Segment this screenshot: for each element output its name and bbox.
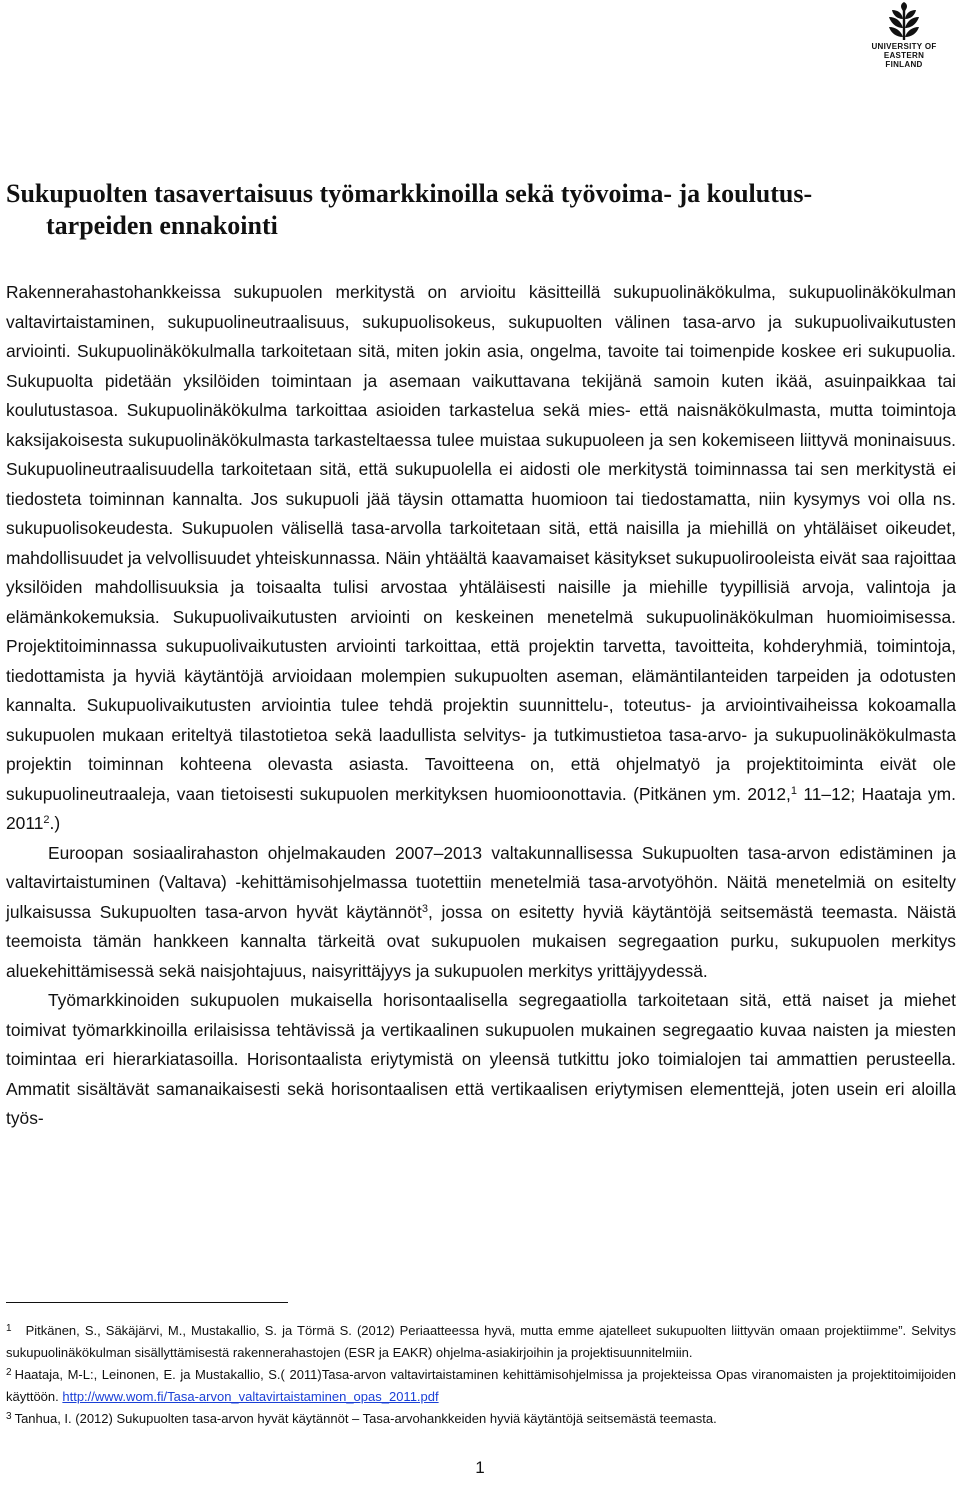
- footnote-1: [6, 1320, 956, 1364]
- paragraph-1: [6, 278, 956, 839]
- paragraph-2-text: Euroopan sosiaalirahaston ohjelmakauden 2007–2013 valtakunnallisessa Sukupuolten tasa-arvon edistäminen ja valtavirtaistuminen (Valtava) -kehittämisohjelmassa tuotettiin menetelmiä tasa-arvotyöhön. Näitä menetelmiä on esitelty julkaisussa Sukupuolten tasa-arvon hyvät käytännöt: [6, 842, 956, 922]
- footnote-3-number: 3: [6, 1411, 12, 1422]
- paragraph-3-text: Työmarkkinoiden sukupuolen mukaisella horisontaalisella segregaatiolla tarkoitetaan sitä, että naiset ja miehet toimivat työmarkkinoilla erilaisissa tehtävissä ja vertikaalinen sukupuolen mukainen segregaatio kuvaa naisten ja miesten toimintaa eri hierarkiatasoilla. Horisontaalista eriytymistä on yleensä tutkittu joko toimialojen tai ammattien perusteella. Ammatit sisältävät samanaikaisesti sekä horisontaalisen että vertikaalisen eriytymisen elementtejä, joten usein eri aloilla työs-: [6, 990, 956, 1128]
- footnote-ref-1: 1: [790, 784, 797, 797]
- paragraph-2-end: , jossa on esitetty hyviä käytäntöjä seitsemästä teemasta. Näistä teemoista tämän hankkeen kannalta tärkeitä ovat sukupuolen mukaisen segregaation purku, sukupuolen merkitys aluekehittämisessä sekä naisjohtajuus, naisyrittäjyys ja sukupuolen merkitys yrittäjyydessä.: [6, 901, 956, 981]
- footnote-1-number: 1: [6, 1323, 12, 1334]
- page-number: 1: [475, 1458, 485, 1477]
- footnote-3-text: Tanhua, I. (2012) Sukupuolten tasa-arvon hyvät käytännöt – Tasa-arvohankkeiden hyviä käytäntöjä seitsemästä teemasta.: [14, 1411, 717, 1426]
- footnotes: [6, 1320, 956, 1430]
- university-logo: [864, 2, 944, 69]
- paragraph-1-mid: 11–12; Haataja ym. 2011: [6, 783, 956, 833]
- footnote-2-link[interactable]: http://www.wom.fi/Tasa-arvon_valtavirtaistaminen_opas_2011.pdf: [62, 1389, 439, 1404]
- leaf-sprout-icon: [887, 2, 921, 42]
- document-title: [6, 178, 946, 242]
- footnote-ref-2: 2: [43, 814, 50, 826]
- footnote-2-text: Haataja, M-L:, Leinonen, E. ja Mustakallio, S.( 2011)Tasa-arvon valtavirtaistaminen kehittämisohjelmissa ja projekteissa Opas viranomaisten ja projektitoimijoiden käyttöön.: [6, 1367, 956, 1404]
- logo-line-1: UNIVERSITY OF: [871, 42, 937, 51]
- footnote-1-text: Pitkänen, S., Säkäjärvi, M., Mustakallio, S. ja Törmä S. (2012) Periaatteessa hyvä, mutta emme ajatelleet sukupuolten liittyvän omaan projektiimme”. Selvitys sukupuolinäkökulman sisällyttämisestä rakennerahastojen (ESR ja EAKR) ohjelma-asiakirjoihin ja projektisuunnitelmiin.: [6, 1323, 956, 1360]
- title-line-1: Sukupuolten tasavertaisuus työmarkkinoilla sekä työvoima- ja koulutus-: [6, 179, 813, 208]
- body-text: [6, 278, 956, 1134]
- logo-line-2: EASTERN FINLAND: [883, 51, 925, 69]
- footnote-separator: [6, 1302, 288, 1303]
- paragraph-1-end: .): [49, 813, 61, 833]
- paragraph-1-text: Rakennerahastohankkeissa sukupuolen merkitystä on arvioitu käsitteillä sukupuolinäkökulma, sukupuolinäkökulman valtavirtaistaminen, sukupuolineutraalisuus, sukupuolisokeus, sukupuolten välinen tasa-arvo ja sukupuolivaikutusten arviointi. Sukupuolinäkökulmalla tarkoitetaan sitä, miten jokin asia, ongelma, tavoite tai toimenpide koskee eri sukupuolia. Sukupuolta pidetään yksilöiden toimintaan ja asemaan vaikuttavana tekijänä samoin kuten ikää, asuinpaikkaa tai koulutustasoa. Sukupuolinäkökulma tarkoittaa asioiden tarkastelua sekä mies- että naisnäkökulmasta, mutta toimintoja kaksijakoisesta sukupuolinäkökulmasta tarkasteltaessa tulee muistaa sukupuoleen ja sen kokemiseen liittyvä moninaisuus. Sukupuolineutraalisuudella tarkoitetaan sitä, että sukupuolella ei aidosti ole merkitystä toiminnassa tai sen merkitystä ei tiedosteta toiminnan kannalta. Jos sukupuoli jää täysin ottamatta huomioon tai tiedostamatta, niin kysymys voi olla ns. sukupuolisokeudesta. Sukupuolen välisellä tasa-arvolla tarkoitetaan sitä, että naisilla ja miehillä on yhtäläiset oikeudet, mahdollisuudet ja velvollisuudet yhteiskunnassa. Näin yhtäältä kaavamaiset käsitykset sukupuolirooleista eivät saa rajoittaa yksilöiden mahdollisuuksia ja toisaalta tulisi arvostaa yhtäläisesti naisille ja miehille tyypillisiä arvoja, valintoja ja elämänkokemuksia. Sukupuolivaikutusten arviointi on keskeinen menetelmä sukupuolinäkökulman huomioimisessa. Projektitoiminnassa sukupuolivaikutusten arviointi tarkoittaa, että projektin tarvetta, tavoitteita, kohderyhmiä, toimintoja, tiedottamista ja hyviä käytäntöjä arvioidaan molempien sukupuolten aseman, elämäntilanteiden tarpeiden ja odotusten kannalta. Sukupuolivaikutusten arviointia tulee tehdä projektin suunnittelu-, toteutus- ja arviointivaiheissa kokoamalla sukupuolen mukaan eriteltyä tilastotietoa sekä laadullista selvitys- ja tutkimustietoa tasa-arvo- ja sukupuolinäkökulmasta projektin toiminnan kohteena olevasta asiasta. Tavoitteena on, että ohjelmatyö ja projektitoiminta eivät ole sukupuolineutraaleja, vaan tietoisesti sukupuolen merkityksen huomioonottavia. (Pitkänen ym. 2012,: [6, 282, 956, 804]
- footnote-2: [6, 1364, 956, 1408]
- title-line-2: tarpeiden ennakointi: [46, 211, 278, 240]
- footnote-ref-3: 3: [421, 902, 428, 915]
- paragraph-3: [6, 986, 956, 1134]
- paragraph-2: [6, 839, 956, 987]
- footnote-2-number: 2: [6, 1367, 12, 1378]
- footnote-3: [6, 1408, 956, 1430]
